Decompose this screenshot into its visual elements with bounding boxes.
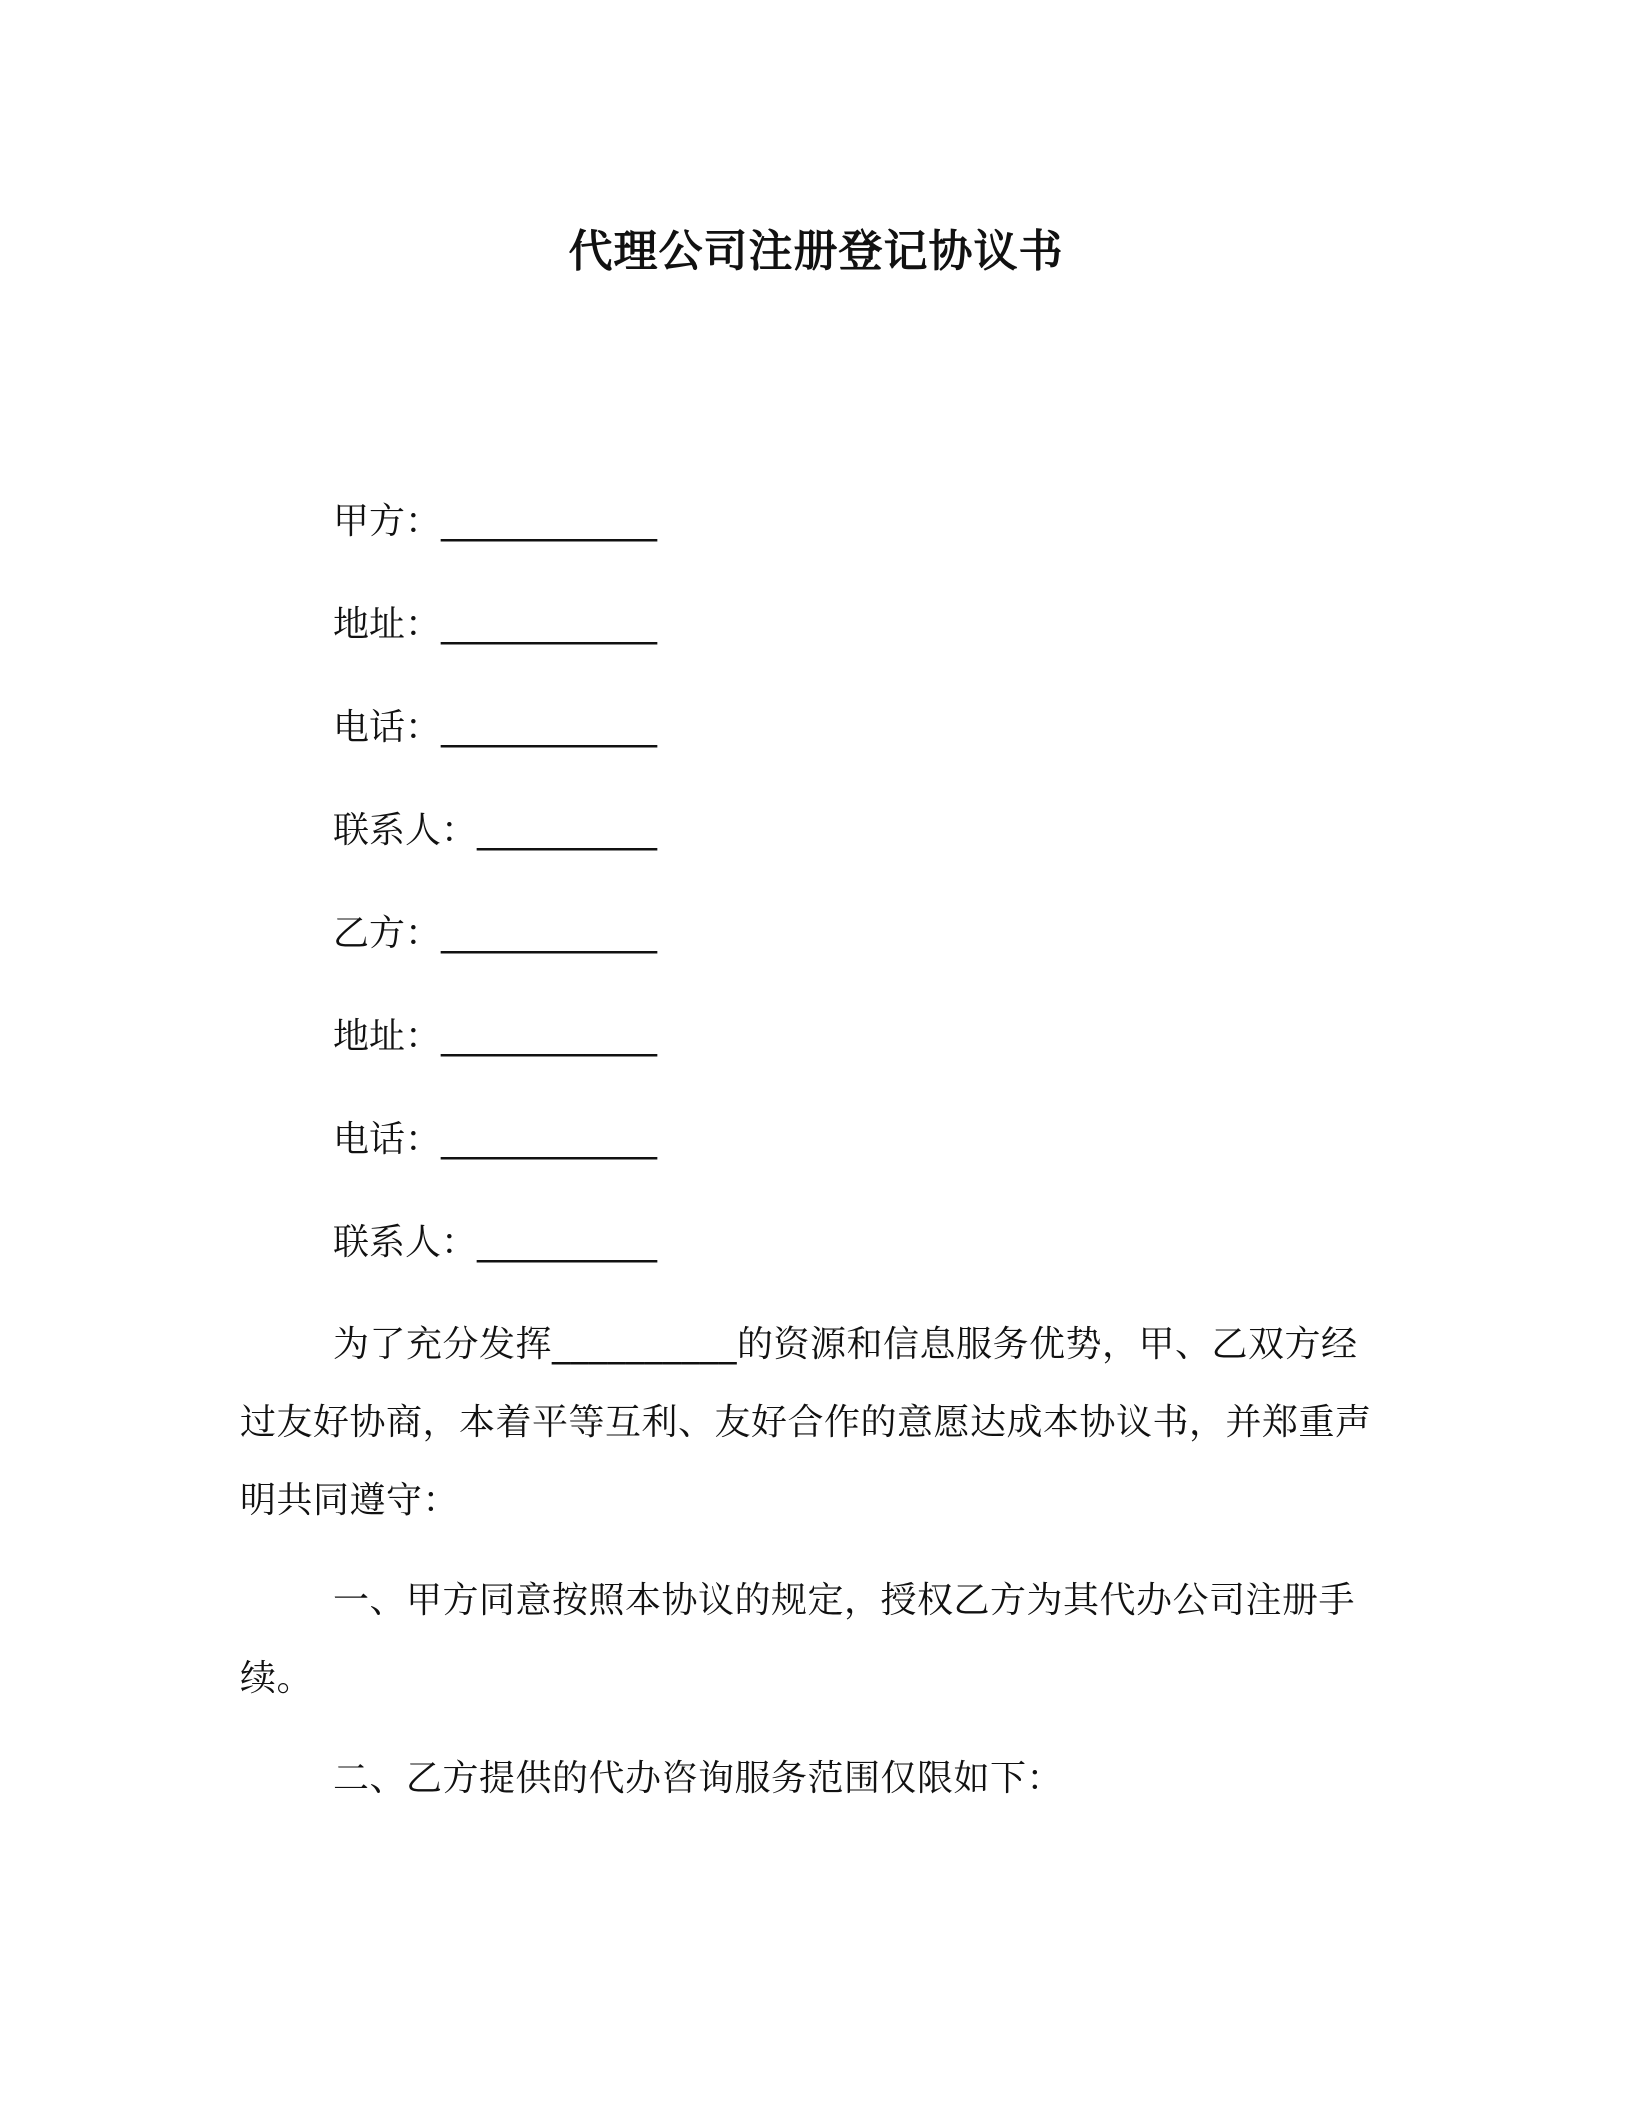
party-a-name-field xyxy=(333,497,657,547)
field-label: 电话： xyxy=(333,1119,442,1160)
fill-in-blank: ____________ xyxy=(441,604,658,645)
intro-text-end: 的资源和信息服务优势，甲、乙双方经过友好协商，本着平等互利、友好合作的意愿达成本协议书，并郑重声明共同遵守： xyxy=(240,1324,1372,1521)
field-label: 地址： xyxy=(333,604,442,645)
intro-paragraph xyxy=(240,1306,1380,1540)
fill-in-blank: ____________ xyxy=(441,707,658,748)
field-label: 甲方： xyxy=(333,501,442,542)
fill-in-blank: ____________ xyxy=(441,501,658,542)
party-b-phone-field xyxy=(333,1115,657,1165)
fill-in-blank: __________ xyxy=(477,1222,658,1263)
clause-one: 一、甲方同意按照本协议的规定，授权乙方为其代办公司注册手续。 xyxy=(240,1580,1356,1699)
fill-in-blank: __________ xyxy=(552,1324,738,1365)
fill-in-blank: __________ xyxy=(477,810,658,851)
field-label: 联系人： xyxy=(333,1222,478,1263)
field-label: 电话： xyxy=(333,707,442,748)
clause-two: 二、乙方提供的代办咨询服务范围仅限如下： xyxy=(333,1758,1064,1799)
fill-in-blank: ____________ xyxy=(441,1119,658,1160)
field-label: 联系人： xyxy=(333,810,478,851)
party-a-address-field xyxy=(333,600,657,650)
document-title: 代理公司注册登记协议书 xyxy=(568,226,1064,277)
intro-text-start: 为了充分发挥 xyxy=(333,1324,553,1365)
fill-in-blank: ____________ xyxy=(441,1016,658,1057)
party-b-name-field xyxy=(333,909,657,959)
field-label: 地址： xyxy=(333,1016,442,1057)
party-a-phone-field xyxy=(333,703,657,753)
party-b-address-field xyxy=(333,1012,657,1062)
fill-in-blank: ____________ xyxy=(441,913,658,954)
party-b-contact-field xyxy=(333,1218,657,1268)
party-a-contact-field xyxy=(333,806,657,856)
field-label: 乙方： xyxy=(333,913,442,954)
